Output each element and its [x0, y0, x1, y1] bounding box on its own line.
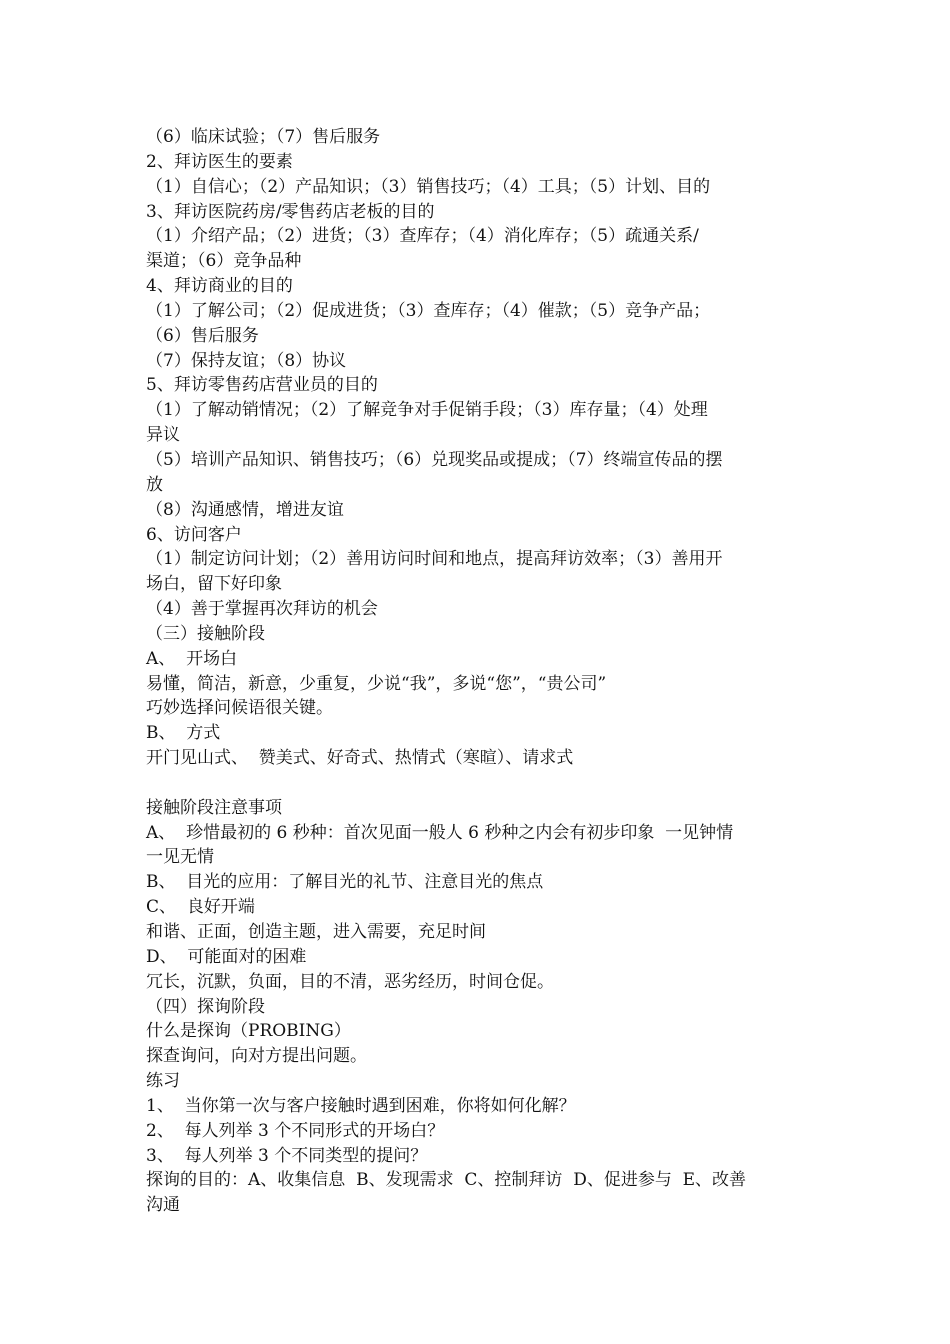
text-line: D、 可能面对的困难	[146, 946, 307, 967]
blank-line	[146, 771, 810, 796]
section-heading: 6、访问客户	[146, 524, 242, 545]
text-line: （1）介绍产品；（2）进货；（3）查库存；（4）消化库存；（5）疏通关系/	[146, 226, 699, 247]
text-line: 巧妙选择问候语很关键。	[146, 698, 333, 719]
section-heading: 4、拜访商业的目的	[146, 276, 293, 297]
text-line: （1）自信心；（2）产品知识；（3）销售技巧；（4）工具；（5）计划、目的	[146, 176, 711, 197]
section-heading: 接触阶段注意事项	[146, 797, 282, 818]
text-line: 1、 当你第一次与客户接触时遇到困难，你将如何化解？	[146, 1095, 576, 1116]
text-line: C、 良好开端	[146, 897, 255, 918]
text-line: （4）善于掌握再次拜访的机会	[146, 599, 378, 620]
text-line: 开门见山式、 赞美式、好奇式、热情式（寒暄）、请求式	[146, 748, 574, 769]
section-heading: （三）接触阶段	[146, 623, 265, 644]
text-line: 探查询问，向对方提出问题。	[146, 1046, 367, 1067]
text-line: A、 开场白	[146, 648, 238, 669]
section-heading: 3、拜访医院药房/零售药店老板的目的	[146, 201, 435, 222]
text-line: 什么是探询（PROBING）	[146, 1021, 351, 1042]
text-line: B、 目光的应用：了解目光的礼节、注意目光的焦点	[146, 872, 544, 893]
text-line: （1）了解公司；（2）促成进货；（3）查库存；（4）催款；（5）竞争产品；	[146, 300, 711, 321]
text-line: 异议	[146, 425, 180, 446]
text-line: （8）沟通感情，增进友谊	[146, 499, 344, 520]
section-heading: 5、拜访零售药店营业员的目的	[146, 375, 378, 396]
text-line: 3、 每人列举 3 个不同类型的提问？	[146, 1145, 428, 1166]
text-line: （7）保持友谊；（8）协议	[146, 350, 347, 371]
text-line: B、 方式	[146, 723, 221, 744]
text-line: 沟通	[146, 1195, 180, 1216]
text-line: 渠道；（6）竞争品种	[146, 251, 302, 272]
text-line: 探询的目的：A、收集信息 B、发现需求 C、控制拜访 D、促进参与 E、改善	[146, 1170, 747, 1191]
section-heading: （四）探询阶段	[146, 996, 265, 1017]
text-line: 和谐、正面，创造主题，进入需要，充足时间	[146, 922, 486, 942]
text-line: 易懂，简洁，新意，少重复，少说“我”，多说“您”，“贵公司”	[146, 673, 607, 694]
text-line: （1）了解动销情况；（2）了解竞争对手促销手段；（3）库存量；（4）处理	[146, 400, 708, 421]
text-line: 放	[146, 474, 163, 495]
text-line: 场白，留下好印象	[146, 574, 282, 595]
text-line: 2、 每人列举 3 个不同形式的开场白？	[146, 1120, 445, 1141]
text-line: 冗长，沉默，负面，目的不清，恶劣经历，时间仓促。	[146, 971, 554, 992]
section-heading: 练习	[146, 1071, 180, 1092]
text-line: （1）制定访问计划；（2）善用访问时间和地点，提高拜访效率；（3）善用开	[146, 549, 723, 570]
text-line: （6）售后服务	[146, 325, 259, 346]
text-line: （6）临床试验；（7）售后服务	[146, 127, 381, 147]
text-line: 一见无情	[146, 847, 214, 868]
text-line: A、 珍惜最初的 6 秒种：首次见面一般人 6 秒种之内会有初步印象 一见钟情	[146, 822, 734, 843]
document-body	[146, 125, 810, 1218]
section-heading: 2、拜访医生的要素	[146, 151, 293, 172]
text-line: （5）培训产品知识、销售技巧；（6）兑现奖品或提成；（7）终端宣传品的摆	[146, 449, 723, 470]
